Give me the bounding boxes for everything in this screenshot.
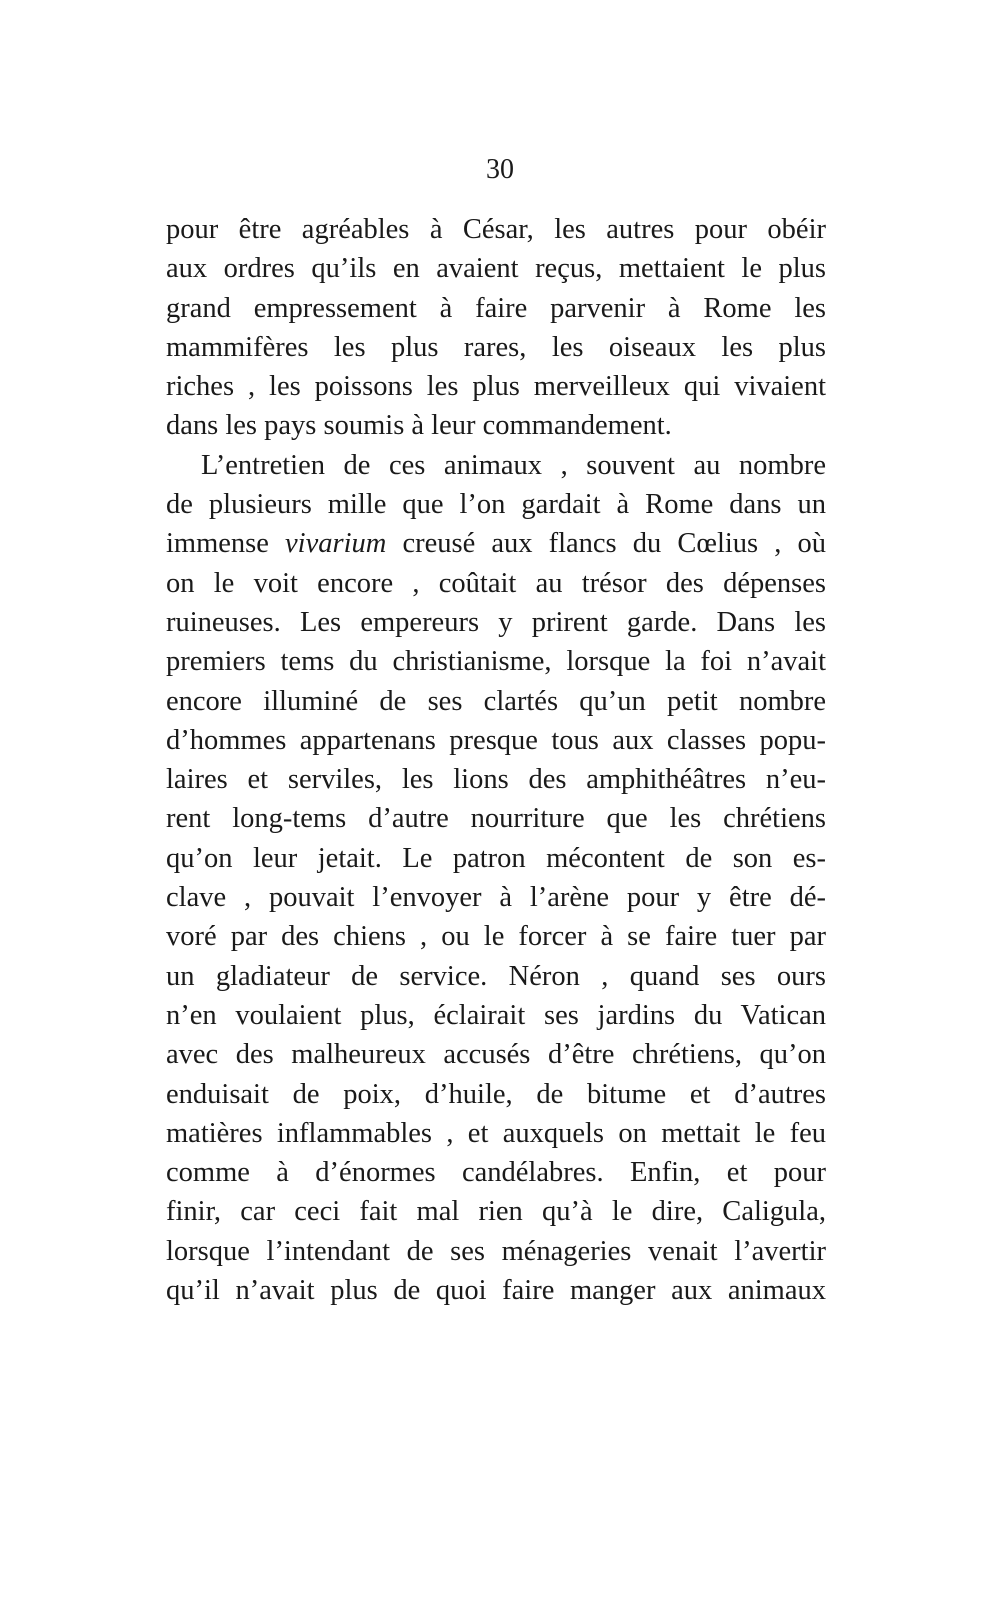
text-line: clave , pouvait l’envoyer à l’arène pour y être dé- [166, 882, 826, 914]
text-line: comme à d’énormes candélabres. Enfin, et pour [166, 1157, 826, 1189]
text-segment: immense [166, 528, 286, 560]
text-line: de plusieurs mille que l’on gardait à Rome dans un [166, 489, 826, 521]
text-line [166, 524, 826, 563]
text-line: voré par des chiens , ou le forcer à se faire tuer par [166, 921, 826, 953]
body-text [166, 210, 826, 1310]
text-line: enduisait de poix, d’huile, de bitume et d’autres [166, 1078, 826, 1110]
text-segment: creusé aux flancs du Cœlius , où [386, 528, 826, 560]
text-line: n’en voulaient plus, éclairait ses jardins du Vatican [166, 999, 826, 1031]
text-line: laires et serviles, les lions des amphithéâtres n’eu- [166, 764, 826, 796]
text-line: riches , les poissons les plus merveilleux qui vivaient [166, 371, 826, 403]
text-line: dans les pays soumis à leur commandement. [166, 410, 672, 442]
text-line: un gladiateur de service. Néron , quand ses ours [166, 960, 826, 992]
text-line: aux ordres qu’ils en avaient reçus, mettaient le plus [166, 253, 826, 285]
text-line: avec des malheureux accusés d’être chrétiens, qu’on [166, 1039, 826, 1071]
text-line: premiers tems du christianisme, lorsque la foi n’avait [166, 646, 826, 678]
text-line: qu’on leur jetait. Le patron mécontent de son es- [166, 842, 826, 874]
italic-term: vivarium [285, 528, 387, 560]
text-line: ruineuses. Les empereurs y prirent garde. Dans les [166, 606, 826, 638]
text-line: rent long-tems d’autre nourriture que les chrétiens [166, 803, 826, 835]
text-line: d’hommes appartenans presque tous aux classes popu- [166, 724, 826, 756]
text-line: on le voit encore , coûtait au trésor des dépenses [166, 567, 826, 599]
text-line: encore illuminé de ses clartés qu’un petit nombre [166, 685, 826, 717]
text-line: qu’il n’avait plus de quoi faire manger aux animaux [166, 1275, 826, 1307]
text-line: pour être agréables à César, les autres pour obéir [166, 214, 826, 245]
text-line: grand empressement à faire parvenir à Rome les [166, 292, 826, 324]
page-number: 30 [486, 154, 514, 185]
text-line: L’entretien de ces animaux , souvent au nombre [201, 449, 826, 481]
text-line: finir, car ceci fait mal rien qu’à le dire, Caligula, [166, 1196, 826, 1228]
text-line: matières inflammables , et auxquels on mettait le feu [166, 1117, 826, 1149]
text-line: mammifères les plus rares, les oiseaux les plus [166, 331, 826, 363]
text-line: lorsque l’intendant de ses ménageries venait l’avertir [166, 1235, 826, 1267]
